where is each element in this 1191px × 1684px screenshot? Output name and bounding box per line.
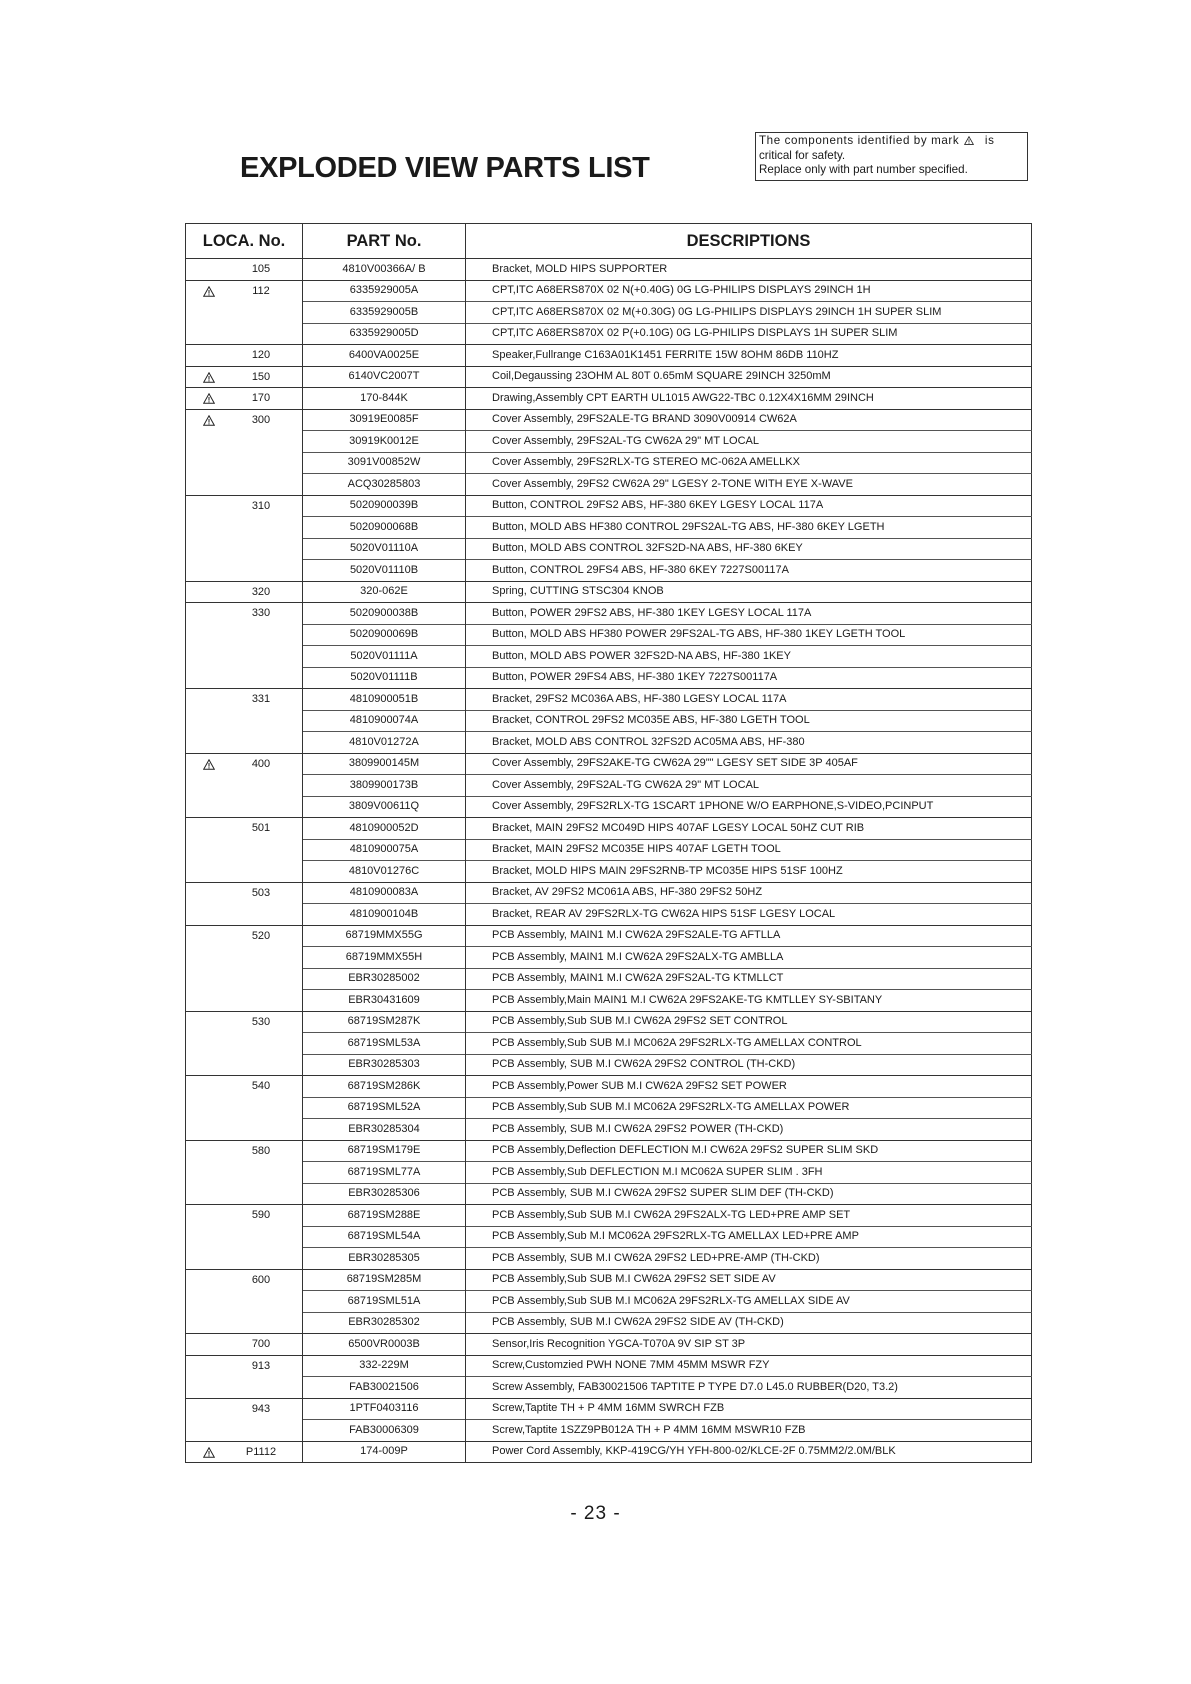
table-row (186, 1420, 1032, 1442)
description: PCB Assembly,Power SUB M.I CW62A 29FS2 SET POWER (466, 1076, 1032, 1098)
warning-triangle-icon (964, 136, 974, 145)
description: CPT,ITC A68ERS870X 02 N(+0.40G) 0G LG-PHILIPS DISPLAYS 29INCH 1H (466, 280, 1032, 302)
table-row (186, 323, 1032, 345)
table-row (186, 474, 1032, 496)
part-number: 68719SM287K (303, 1011, 466, 1033)
part-number: 6335929005D (303, 323, 466, 345)
part-number: 68719MMX55G (303, 925, 466, 947)
loca-cell (186, 366, 303, 388)
loca-number: 170 (251, 392, 271, 404)
part-number: 30919K0012E (303, 431, 466, 453)
loca-cell (186, 1011, 303, 1033)
table-row (186, 882, 1032, 904)
description: Bracket, MOLD HIPS SUPPORTER (466, 259, 1032, 281)
warning-triangle-icon (203, 759, 215, 770)
loca-number: 913 (251, 1359, 271, 1372)
loca-number: 400 (251, 757, 271, 770)
part-number: 5020900038B (303, 603, 466, 625)
loca-cell (186, 925, 303, 947)
part-number: 6335929005A (303, 280, 466, 302)
table-header-row (186, 224, 1032, 259)
part-number: 6400VA0025E (303, 345, 466, 367)
table-row (186, 1119, 1032, 1141)
loca-number: 320 (251, 585, 271, 598)
loca-number: 700 (251, 1338, 271, 1350)
table-row (186, 1269, 1032, 1291)
loca-cell (186, 861, 303, 883)
parts-table-body (186, 259, 1032, 1463)
loca-cell (186, 474, 303, 496)
table-row (186, 1054, 1032, 1076)
description: CPT,ITC A68ERS870X 02 M(+0.30G) 0G LG-PHILIPS DISPLAYS 29INCH 1H SUPER SLIM (466, 302, 1032, 324)
loca-number: 580 (251, 1144, 271, 1157)
part-number: 68719SML51A (303, 1291, 466, 1313)
part-number: 5020V01110B (303, 560, 466, 582)
loca-cell (186, 1140, 303, 1162)
loca-number: 600 (251, 1273, 271, 1286)
table-row (186, 646, 1032, 668)
loca-cell (186, 1033, 303, 1055)
loca-cell (186, 1312, 303, 1334)
description: Sensor,Iris Recognition YGCA-T070A 9V SIP ST 3P (466, 1334, 1032, 1356)
loca-cell (186, 624, 303, 646)
table-row (186, 968, 1032, 990)
warning-triangle-icon (203, 393, 215, 404)
description: Button, MOLD ABS POWER 32FS2D-NA ABS, HF-380 1KEY (466, 646, 1032, 668)
part-number: 68719MMX55H (303, 947, 466, 969)
loca-cell (186, 323, 303, 345)
description: Screw Assembly, FAB30021506 TAPTITE P TYPE D7.0 L45.0 RUBBER(D20, T3.2) (466, 1377, 1032, 1399)
part-number: 6140VC2007T (303, 366, 466, 388)
description: PCB Assembly,Sub M.I MC062A 29FS2RLX-TG AMELLAX LED+PRE AMP (466, 1226, 1032, 1248)
part-number: ACQ30285803 (303, 474, 466, 496)
header-loca-no: LOCA. No. (186, 224, 303, 259)
loca-number: 120 (251, 349, 271, 361)
table-row (186, 818, 1032, 840)
table-row (186, 904, 1032, 926)
loca-number: 330 (251, 607, 271, 619)
table-row (186, 603, 1032, 625)
loca-cell (186, 1269, 303, 1291)
table-row (186, 1334, 1032, 1356)
table-row (186, 560, 1032, 582)
description: Bracket, MOLD ABS CONTROL 32FS2D AC05MA ABS, HF-380 (466, 732, 1032, 754)
table-row (186, 796, 1032, 818)
loca-cell (186, 581, 303, 603)
warning-triangle-icon (203, 1447, 215, 1458)
loca-cell (186, 517, 303, 539)
table-row (186, 1226, 1032, 1248)
description: Button, CONTROL 29FS2 ABS, HF-380 6KEY LGESY LOCAL 117A (466, 495, 1032, 517)
description: Bracket, AV 29FS2 MC061A ABS, HF-380 29FS2 50HZ (466, 882, 1032, 904)
loca-number: 105 (251, 263, 271, 275)
loca-cell (186, 1420, 303, 1442)
table-row (186, 1183, 1032, 1205)
part-number: 320-062E (303, 581, 466, 603)
description: Spring, CUTTING STSC304 KNOB (466, 581, 1032, 603)
loca-cell (186, 1076, 303, 1098)
table-row (186, 990, 1032, 1012)
part-number: 6335929005B (303, 302, 466, 324)
table-row (186, 775, 1032, 797)
part-number: 68719SM285M (303, 1269, 466, 1291)
loca-cell (186, 431, 303, 453)
part-number: EBR30285306 (303, 1183, 466, 1205)
description: PCB Assembly, MAIN1 M.I CW62A 29FS2AL-TG KTMLLCT (466, 968, 1032, 990)
table-row (186, 1355, 1032, 1377)
part-number: 5020V01110A (303, 538, 466, 560)
part-number: 170-844K (303, 388, 466, 410)
loca-cell (186, 1205, 303, 1227)
table-row (186, 280, 1032, 302)
warning-triangle-icon (203, 372, 215, 383)
table-row (186, 1248, 1032, 1270)
part-number: 4810V01276C (303, 861, 466, 883)
description: Bracket, MAIN 29FS2 MC049D HIPS 407AF LGESY LOCAL 50HZ CUT RIB (466, 818, 1032, 840)
description: PCB Assembly, SUB M.I CW62A 29FS2 CONTROL (TH-CKD) (466, 1054, 1032, 1076)
table-row (186, 689, 1032, 711)
loca-cell (186, 603, 303, 625)
part-number: 5020900039B (303, 495, 466, 517)
table-row (186, 517, 1032, 539)
part-number: 4810V01272A (303, 732, 466, 754)
description: PCB Assembly,Sub DEFLECTION M.I MC062A SUPER SLIM . 3FH (466, 1162, 1032, 1184)
description: CPT,ITC A68ERS870X 02 P(+0.10G) 0G LG-PHILIPS DISPLAYS 1H SUPER SLIM (466, 323, 1032, 345)
page-title: EXPLODED VIEW PARTS LIST (240, 152, 650, 184)
table-row (186, 732, 1032, 754)
part-number: 68719SML52A (303, 1097, 466, 1119)
part-number: 5020V01111B (303, 667, 466, 689)
table-row (186, 1011, 1032, 1033)
loca-cell (186, 388, 303, 410)
warning-triangle-icon (203, 415, 215, 426)
description: Screw,Taptite 1SZZ9PB012A TH + P 4MM 16MM MSWR10 FZB (466, 1420, 1032, 1442)
loca-cell (186, 710, 303, 732)
table-row (186, 667, 1032, 689)
header-descriptions: DESCRIPTIONS (466, 224, 1032, 259)
description: PCB Assembly,Sub SUB M.I CW62A 29FS2 SET CONTROL (466, 1011, 1032, 1033)
loca-cell (186, 839, 303, 861)
loca-cell (186, 345, 303, 367)
table-row (186, 581, 1032, 603)
loca-cell (186, 1355, 303, 1377)
table-row (186, 839, 1032, 861)
description: Screw,Customzied PWH NONE 7MM 45MM MSWR FZY (466, 1355, 1032, 1377)
loca-cell (186, 1119, 303, 1141)
table-row (186, 409, 1032, 431)
table-row (186, 259, 1032, 281)
loca-cell (186, 904, 303, 926)
loca-cell (186, 1334, 303, 1356)
description: PCB Assembly,Main MAIN1 M.I CW62A 29FS2AKE-TG KMTLLEY SY-SBITANY (466, 990, 1032, 1012)
description: Button, MOLD ABS HF380 CONTROL 29FS2AL-TG ABS, HF-380 6KEY LGETH (466, 517, 1032, 539)
description: Bracket, MAIN 29FS2 MC035E HIPS 407AF LGETH TOOL (466, 839, 1032, 861)
description: Button, POWER 29FS2 ABS, HF-380 1KEY LGESY LOCAL 117A (466, 603, 1032, 625)
table-row (186, 1312, 1032, 1334)
loca-number: 112 (252, 284, 270, 297)
part-number: 3091V00852W (303, 452, 466, 474)
loca-cell (186, 538, 303, 560)
loca-cell (186, 1248, 303, 1270)
loca-cell (186, 1441, 303, 1463)
loca-number: 590 (251, 1209, 271, 1221)
table-row (186, 452, 1032, 474)
table-row (186, 495, 1032, 517)
loca-cell (186, 990, 303, 1012)
loca-cell (186, 753, 303, 775)
table-row (186, 947, 1032, 969)
description: Bracket, 29FS2 MC036A ABS, HF-380 LGESY LOCAL 117A (466, 689, 1032, 711)
part-number: 4810900104B (303, 904, 466, 926)
table-row (186, 1162, 1032, 1184)
loca-number: 943 (251, 1402, 271, 1415)
loca-number: P1112 (245, 1445, 277, 1458)
description: Cover Assembly, 29FS2 CW62A 29" LGESY 2-TONE WITH EYE X-WAVE (466, 474, 1032, 496)
description: Coil,Degaussing 23OHM AL 80T 0.65mM SQUARE 29INCH 3250mM (466, 366, 1032, 388)
part-number: 68719SM179E (303, 1140, 466, 1162)
loca-cell (186, 796, 303, 818)
loca-cell (186, 1226, 303, 1248)
notice-line1-end: is (984, 134, 995, 147)
loca-cell (186, 882, 303, 904)
part-number: 68719SM288E (303, 1205, 466, 1227)
table-row (186, 302, 1032, 324)
part-number: FAB30006309 (303, 1420, 466, 1442)
description: PCB Assembly, MAIN1 M.I CW62A 29FS2ALX-TG AMBLLA (466, 947, 1032, 969)
warning-triangle-icon (203, 286, 215, 297)
loca-cell (186, 280, 303, 302)
part-number: EBR30285303 (303, 1054, 466, 1076)
description: PCB Assembly, MAIN1 M.I CW62A 29FS2ALE-TG AFTLLA (466, 925, 1032, 947)
description: Cover Assembly, 29FS2RLX-TG 1SCART 1PHONE W/O EARPHONE,S-VIDEO,PCINPUT (466, 796, 1032, 818)
description: Button, POWER 29FS4 ABS, HF-380 1KEY 7227S00117A (466, 667, 1032, 689)
loca-cell (186, 302, 303, 324)
part-number: 4810900051B (303, 689, 466, 711)
notice-line1-start: The components identified by mark (759, 134, 960, 147)
part-number: 4810900074A (303, 710, 466, 732)
part-number: 4810900052D (303, 818, 466, 840)
description: Bracket, REAR AV 29FS2RLX-TG CW62A HIPS 51SF LGESY LOCAL (466, 904, 1032, 926)
description: Cover Assembly, 29FS2AKE-TG CW62A 29"" LGESY SET SIDE 3P 405AF (466, 753, 1032, 775)
part-number: 5020V01111A (303, 646, 466, 668)
loca-number: 530 (251, 1015, 271, 1028)
part-number: EBR30285305 (303, 1248, 466, 1270)
header-part-no: PART No. (303, 224, 466, 259)
loca-cell (186, 1162, 303, 1184)
description: PCB Assembly,Sub SUB M.I MC062A 29FS2RLX-TG AMELLAX SIDE AV (466, 1291, 1032, 1313)
loca-cell (186, 1097, 303, 1119)
description: PCB Assembly, SUB M.I CW62A 29FS2 SIDE AV (TH-CKD) (466, 1312, 1032, 1334)
description: PCB Assembly, SUB M.I CW62A 29FS2 LED+PRE-AMP (TH-CKD) (466, 1248, 1032, 1270)
table-row (186, 861, 1032, 883)
description: PCB Assembly,Sub SUB M.I CW62A 29FS2ALX-TG LED+PRE AMP SET (466, 1205, 1032, 1227)
loca-cell (186, 495, 303, 517)
part-number: 3809V00611Q (303, 796, 466, 818)
table-row (186, 1097, 1032, 1119)
table-row (186, 1398, 1032, 1420)
loca-number: 331 (251, 693, 271, 705)
part-number: 68719SML53A (303, 1033, 466, 1055)
notice-line2: critical for safety. (759, 148, 846, 162)
table-row (186, 753, 1032, 775)
table-row (186, 1076, 1032, 1098)
loca-cell (186, 1183, 303, 1205)
part-number: 4810900075A (303, 839, 466, 861)
table-row (186, 1033, 1032, 1055)
description: PCB Assembly, SUB M.I CW62A 29FS2 SUPER SLIM DEF (TH-CKD) (466, 1183, 1032, 1205)
loca-cell (186, 452, 303, 474)
table-row (186, 624, 1032, 646)
part-number: 30919E0085F (303, 409, 466, 431)
table-row (186, 1291, 1032, 1313)
loca-cell (186, 259, 303, 281)
loca-number: 310 (251, 499, 271, 512)
table-row (186, 1140, 1032, 1162)
part-number: FAB30021506 (303, 1377, 466, 1399)
table-row (186, 710, 1032, 732)
description: Power Cord Assembly, KKP-419CG/YH YFH-800-02/KLCE-2F 0.75MM2/2.0M/BLK (466, 1441, 1032, 1463)
description: PCB Assembly, SUB M.I CW62A 29FS2 POWER (TH-CKD) (466, 1119, 1032, 1141)
part-number: 5020900068B (303, 517, 466, 539)
part-number: 332-229M (303, 1355, 466, 1377)
loca-cell (186, 646, 303, 668)
part-number: 174-009P (303, 1441, 466, 1463)
part-number: 68719SM286K (303, 1076, 466, 1098)
loca-number: 503 (251, 886, 271, 899)
page-number: - 23 - (570, 1503, 621, 1524)
part-number: 68719SML54A (303, 1226, 466, 1248)
description: Cover Assembly, 29FS2RLX-TG STEREO MC-062A AMELLKX (466, 452, 1032, 474)
loca-cell (186, 667, 303, 689)
table-row (186, 1205, 1032, 1227)
part-number: 4810900083A (303, 882, 466, 904)
loca-cell (186, 1398, 303, 1420)
loca-cell (186, 409, 303, 431)
loca-number: 520 (251, 929, 271, 942)
part-number: EBR30285302 (303, 1312, 466, 1334)
loca-number: 150 (251, 370, 271, 383)
table-row (186, 345, 1032, 367)
description: Button, MOLD ABS CONTROL 32FS2D-NA ABS, HF-380 6KEY (466, 538, 1032, 560)
part-number: 1PTF0403116 (303, 1398, 466, 1420)
description: Button, MOLD ABS HF380 POWER 29FS2AL-TG ABS, HF-380 1KEY LGETH TOOL (466, 624, 1032, 646)
description: Cover Assembly, 29FS2ALE-TG BRAND 3090V00914 CW62A (466, 409, 1032, 431)
part-number: 4810V00366A/ B (303, 259, 466, 281)
loca-cell (186, 1054, 303, 1076)
description: PCB Assembly,Sub SUB M.I MC062A 29FS2RLX-TG AMELLAX CONTROL (466, 1033, 1032, 1055)
table-row (186, 1441, 1032, 1463)
loca-cell (186, 968, 303, 990)
description: PCB Assembly,Sub SUB M.I MC062A 29FS2RLX-TG AMELLAX POWER (466, 1097, 1032, 1119)
parts-table (185, 223, 1032, 1463)
part-number: 6500VR0003B (303, 1334, 466, 1356)
loca-cell (186, 1377, 303, 1399)
part-number: EBR30285304 (303, 1119, 466, 1141)
loca-number: 501 (251, 822, 271, 834)
loca-cell (186, 775, 303, 797)
safety-notice (755, 132, 1028, 181)
part-number: 3809900145M (303, 753, 466, 775)
loca-cell (186, 818, 303, 840)
description: Speaker,Fullrange C163A01K1451 FERRITE 15W 8OHM 86DB 110HZ (466, 345, 1032, 367)
table-row (186, 366, 1032, 388)
table-row (186, 431, 1032, 453)
loca-cell (186, 1291, 303, 1313)
part-number: 3809900173B (303, 775, 466, 797)
loca-cell (186, 947, 303, 969)
table-row (186, 388, 1032, 410)
description: Cover Assembly, 29FS2AL-TG CW62A 29" MT LOCAL (466, 431, 1032, 453)
part-number: EBR30431609 (303, 990, 466, 1012)
table-row (186, 1377, 1032, 1399)
loca-cell (186, 560, 303, 582)
description: Screw,Taptite TH + P 4MM 16MM SWRCH FZB (466, 1398, 1032, 1420)
table-row (186, 538, 1032, 560)
description: Bracket, MOLD HIPS MAIN 29FS2RNB-TP MC035E HIPS 51SF 100HZ (466, 861, 1032, 883)
description: Button, CONTROL 29FS4 ABS, HF-380 6KEY 7227S00117A (466, 560, 1032, 582)
loca-cell (186, 689, 303, 711)
part-number: 68719SML77A (303, 1162, 466, 1184)
description: PCB Assembly,Deflection DEFLECTION M.I CW62A 29FS2 SUPER SLIM SKD (466, 1140, 1032, 1162)
description: PCB Assembly,Sub SUB M.I CW62A 29FS2 SET SIDE AV (466, 1269, 1032, 1291)
description: Cover Assembly, 29FS2AL-TG CW62A 29" MT LOCAL (466, 775, 1032, 797)
loca-cell (186, 732, 303, 754)
description: Drawing,Assembly CPT EARTH UL1015 AWG22-TBC 0.12X4X16MM 29INCH (466, 388, 1032, 410)
loca-number: 300 (251, 413, 271, 426)
notice-line3: Replace only with part number specified. (759, 163, 968, 176)
loca-number: 540 (251, 1080, 271, 1092)
table-row (186, 925, 1032, 947)
part-number: EBR30285002 (303, 968, 466, 990)
part-number: 5020900069B (303, 624, 466, 646)
description: Bracket, CONTROL 29FS2 MC035E ABS, HF-380 LGETH TOOL (466, 710, 1032, 732)
